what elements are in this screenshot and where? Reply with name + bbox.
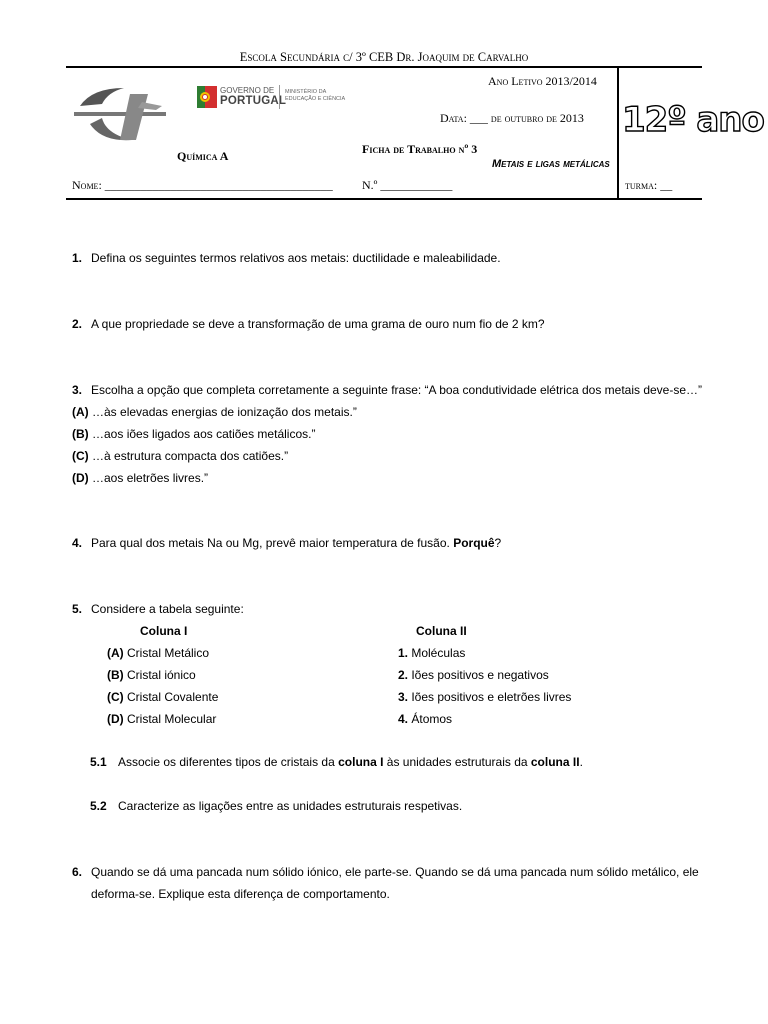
question-6: 6. Quando se dá uma pancada num sólido iónico, ele parte-se. Quando se dá uma pancada num sólido metálico, ele (72, 865, 699, 879)
question-3: 3. Escolha a opção que completa corretamente a seguinte frase: “A boa condutividade elétrica dos metais deve-se…” (72, 383, 703, 397)
column-2-item-4: 4. Átomos (398, 712, 453, 726)
date-value: : ___ de outubro de 2013 (463, 111, 584, 125)
column-1-item-b: (B) Cristal iónico (107, 668, 196, 682)
grade-box (622, 90, 764, 150)
date-label: Data (440, 111, 464, 125)
column-2-item-1: 1. Moléculas (398, 646, 466, 660)
question-4: 4. Para qual dos metais Na ou Mg, prevê maior temperatura de fusão. Porquê? (72, 536, 502, 550)
gov-logo-text: GOVERNO DE PORTUGAL (220, 86, 287, 107)
column-1-item-a: (A) Cristal Metálico (107, 646, 210, 660)
column-2-item-2: 2. Iões positivos e negativos (398, 668, 549, 682)
header-top-rule (66, 66, 702, 68)
column-2-heading: Coluna II (416, 624, 467, 638)
gov-logo-separator (279, 85, 280, 109)
worksheet-number: Ficha de Trabalho nº 3 (362, 142, 478, 156)
grade-rotated (622, 90, 764, 150)
school-year: Ano Letivo 2013/2014 (488, 74, 597, 88)
question-1: 1. Defina os seguintes termos relativos aos metais: ductilidade e maleabilidade. (72, 251, 501, 265)
grade-text: 12º ano (622, 100, 764, 140)
question-3-option-c: (C) …à estrutura compacta dos catiões.” (72, 449, 289, 463)
subject-title: Química A (177, 149, 229, 163)
question-5: 5. Considere a tabela seguinte: (72, 602, 244, 616)
question-5-1: 5.1 Associe os diferentes tipos de cristais da coluna I às unidades estruturais da coluna II. (90, 755, 583, 769)
question-3-option-d: (D) …aos eletrões livres.” (72, 471, 209, 485)
date-line (440, 111, 584, 126)
column-1-item-d: (D) Cristal Molecular (107, 712, 217, 726)
class-field: turma: __ (625, 178, 673, 192)
header-bottom-rule (66, 198, 702, 200)
number-field: N.º ____________ (362, 178, 453, 192)
column-1-item-c: (C) Cristal Covalente (107, 690, 219, 704)
question-3-option-a: (A) …às elevadas energias de ionização dos metais.” (72, 405, 357, 419)
portugal-flag-icon (197, 86, 217, 108)
question-6-line-2: deforma-se. Explique esta diferença de comportamento. (91, 887, 390, 901)
column-2-item-3: 3. Iões positivos e eletrões livres (398, 690, 572, 704)
column-1-heading: Coluna I (140, 624, 188, 638)
question-5-2: 5.2 Caracterize as ligações entre as unidades estruturais respetivas. (90, 799, 463, 813)
header-divider (617, 67, 619, 199)
ministry-text: MINISTÉRIO DA EDUCAÇÃO E CIÊNCIA (285, 89, 346, 102)
school-logo-icon (72, 84, 168, 144)
worksheet-topic: Metais e ligas metálicas (492, 158, 610, 170)
name-field: Nome: ______________________________________ (72, 178, 333, 192)
question-2: 2. A que propriedade se deve a transformação de uma grama de ouro num fio de 2 km? (72, 317, 545, 331)
school-name: Escola Secundária c/ 3º CEB Dr. Joaquim de Carvalho (239, 50, 529, 64)
question-3-option-b: (B) …aos iões ligados aos catiões metálicos.” (72, 427, 316, 441)
